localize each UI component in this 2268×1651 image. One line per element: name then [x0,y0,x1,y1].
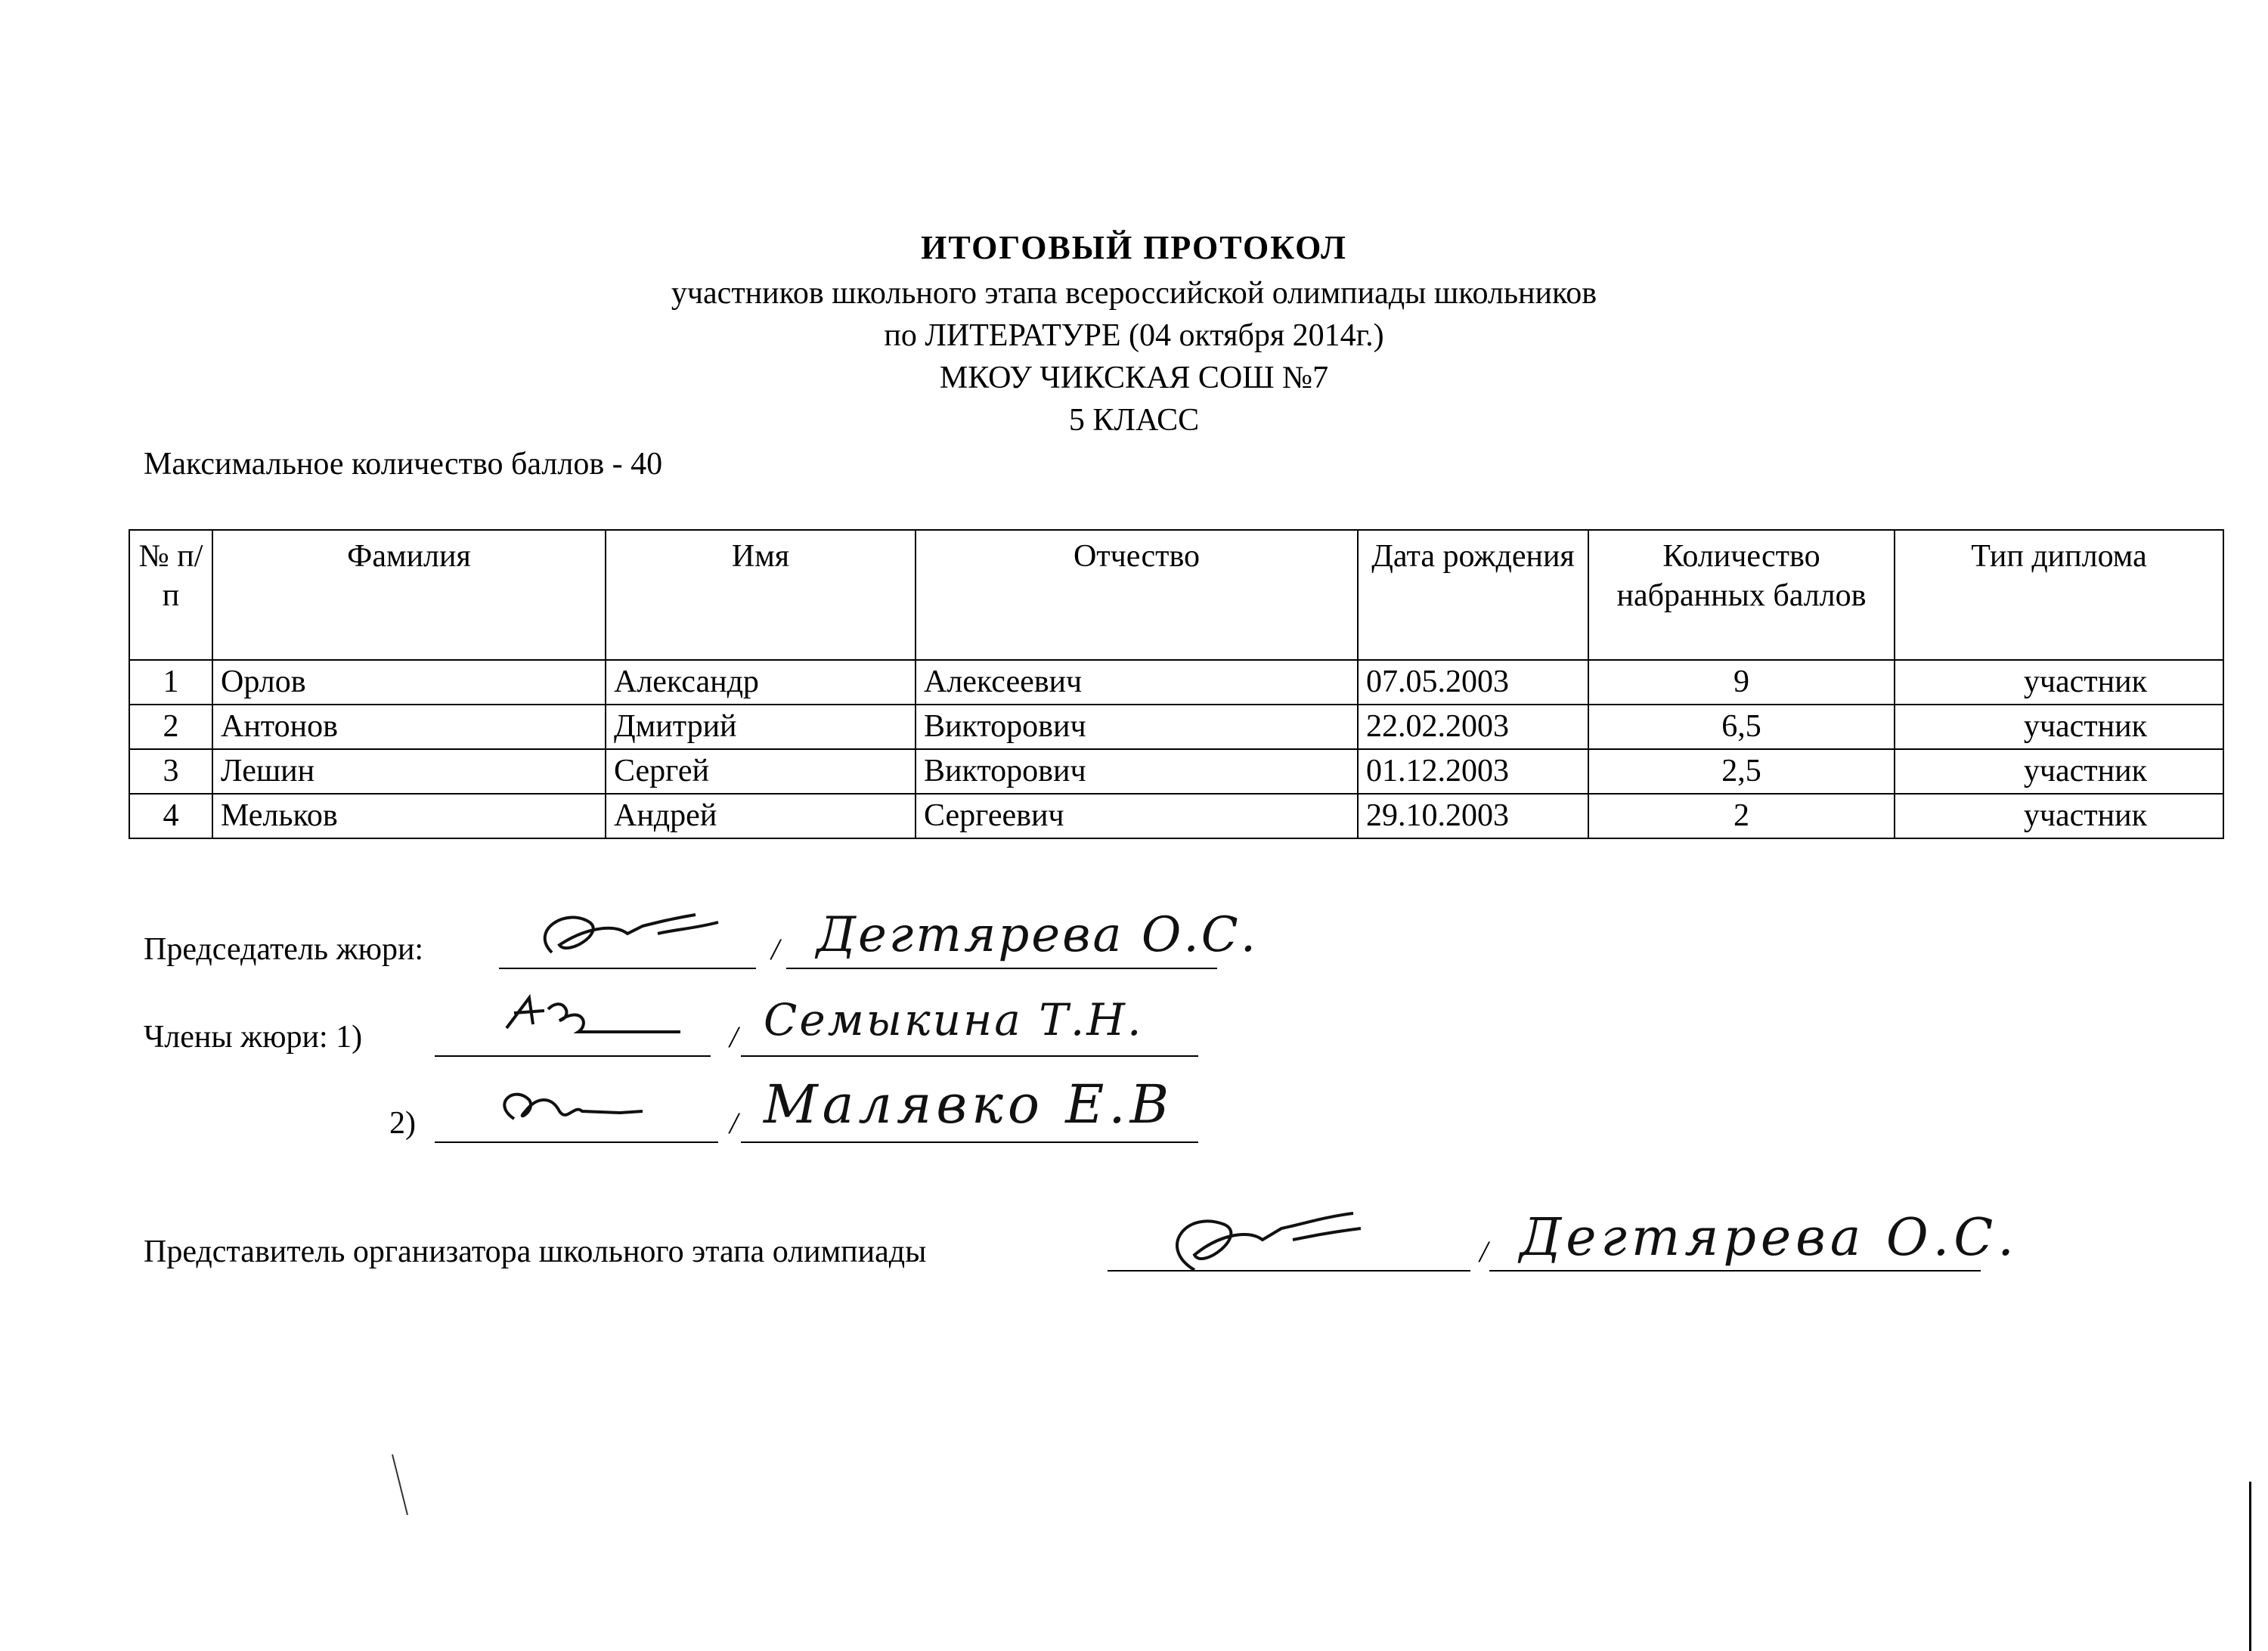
results-table [129,529,2224,839]
jury-chair-label: Председатель жюри: [144,932,424,967]
cell-diploma-type: участник [1895,749,2223,794]
header-birth-date: Дата рождения [1358,530,1588,660]
subtitle-subject: по ЛИТЕРАТУРЕ (04 октября 2014г.) [884,318,1384,353]
header-score: Количество набранных баллов [1588,530,1895,660]
subtitle-grade: 5 КЛАСС [1068,403,1200,438]
cell-patronymic: Викторович [916,705,1358,749]
table-row [129,749,2223,794]
member1-name-handwritten: Семыкина Т.Н. [764,994,1144,1045]
cell-birth-date: 07.05.2003 [1358,660,1588,705]
cell-diploma-type: участник [1895,705,2223,749]
cell-surname: Орлов [212,660,606,705]
cell-num: 3 [129,749,212,794]
chair-name-line [786,968,1217,969]
member1-name-line [741,1055,1198,1057]
chair-signature-mark [522,900,748,975]
cell-birth-date: 22.02.2003 [1358,705,1588,749]
organizer-separator: / [1479,1234,1489,1268]
cell-score: 2 [1588,794,1895,838]
cell-name: Сергей [606,749,916,794]
member2-signature-line [435,1141,718,1143]
table-row [129,705,2223,749]
subtitle-participants: участников школьного этапа всероссийской олимпиады школьников [671,276,1597,311]
member2-name-handwritten: Малявко Е.В [764,1073,1174,1135]
cell-surname: Антонов [212,705,606,749]
header-name: Имя [606,530,916,660]
cell-score: 2,5 [1588,749,1895,794]
jury-members-label: Члены жюри: 1) [144,1020,363,1055]
chair-separator: / [771,932,780,966]
header-surname: Фамилия [212,530,606,660]
header-num: № п/п [129,530,212,660]
table-row [129,660,2223,705]
cell-birth-date: 29.10.2003 [1358,794,1588,838]
cell-name: Андрей [606,794,916,838]
chair-name-handwritten: Дегтярева О.С. [816,907,1259,963]
cell-score: 9 [1588,660,1895,705]
organizer-representative-label: Представитель организатора школьного этапа олимпиады [144,1234,927,1269]
cell-birth-date: 01.12.2003 [1358,749,1588,794]
cell-num: 4 [129,794,212,838]
cell-score: 6,5 [1588,705,1895,749]
scan-stroke-mark [389,1451,412,1519]
cell-patronymic: Алексеевич [916,660,1358,705]
table-row [129,794,2223,838]
organizer-name-handwritten: Дегтярева О.С. [1520,1208,2019,1268]
cell-name: Александр [606,660,916,705]
organizer-name-line [1489,1270,1981,1272]
subtitle-school: МКОУ ЧИКСКАЯ СОШ №7 [939,361,1329,395]
member2-label: 2) [389,1106,416,1141]
cell-patronymic: Викторович [916,749,1358,794]
cell-diploma-type: участник [1895,794,2223,838]
cell-num: 2 [129,705,212,749]
member2-separator: / [730,1106,739,1140]
document-title: ИТОГОВЫЙ ПРОТОКОЛ [921,229,1347,266]
max-score-text: Максимальное количество баллов - 40 [144,447,663,482]
cell-name: Дмитрий [606,705,916,749]
member1-signature-mark [491,987,703,1055]
cell-diploma-type: участник [1895,660,2223,705]
member1-signature-line [435,1055,711,1057]
header-diploma-type: Тип диплома [1895,530,2223,660]
organizer-signature-mark [1149,1194,1376,1293]
cell-patronymic: Сергеевич [916,794,1358,838]
member1-separator: / [730,1020,739,1054]
cell-surname: Лешин [212,749,606,794]
cell-surname: Мельков [212,794,606,838]
scan-edge-mark [2249,1482,2251,1651]
member2-signature-mark [491,1081,673,1141]
member2-name-line [741,1141,1198,1143]
cell-num: 1 [129,660,212,705]
table-header-row [129,530,2223,660]
header-patronymic: Отчество [916,530,1358,660]
